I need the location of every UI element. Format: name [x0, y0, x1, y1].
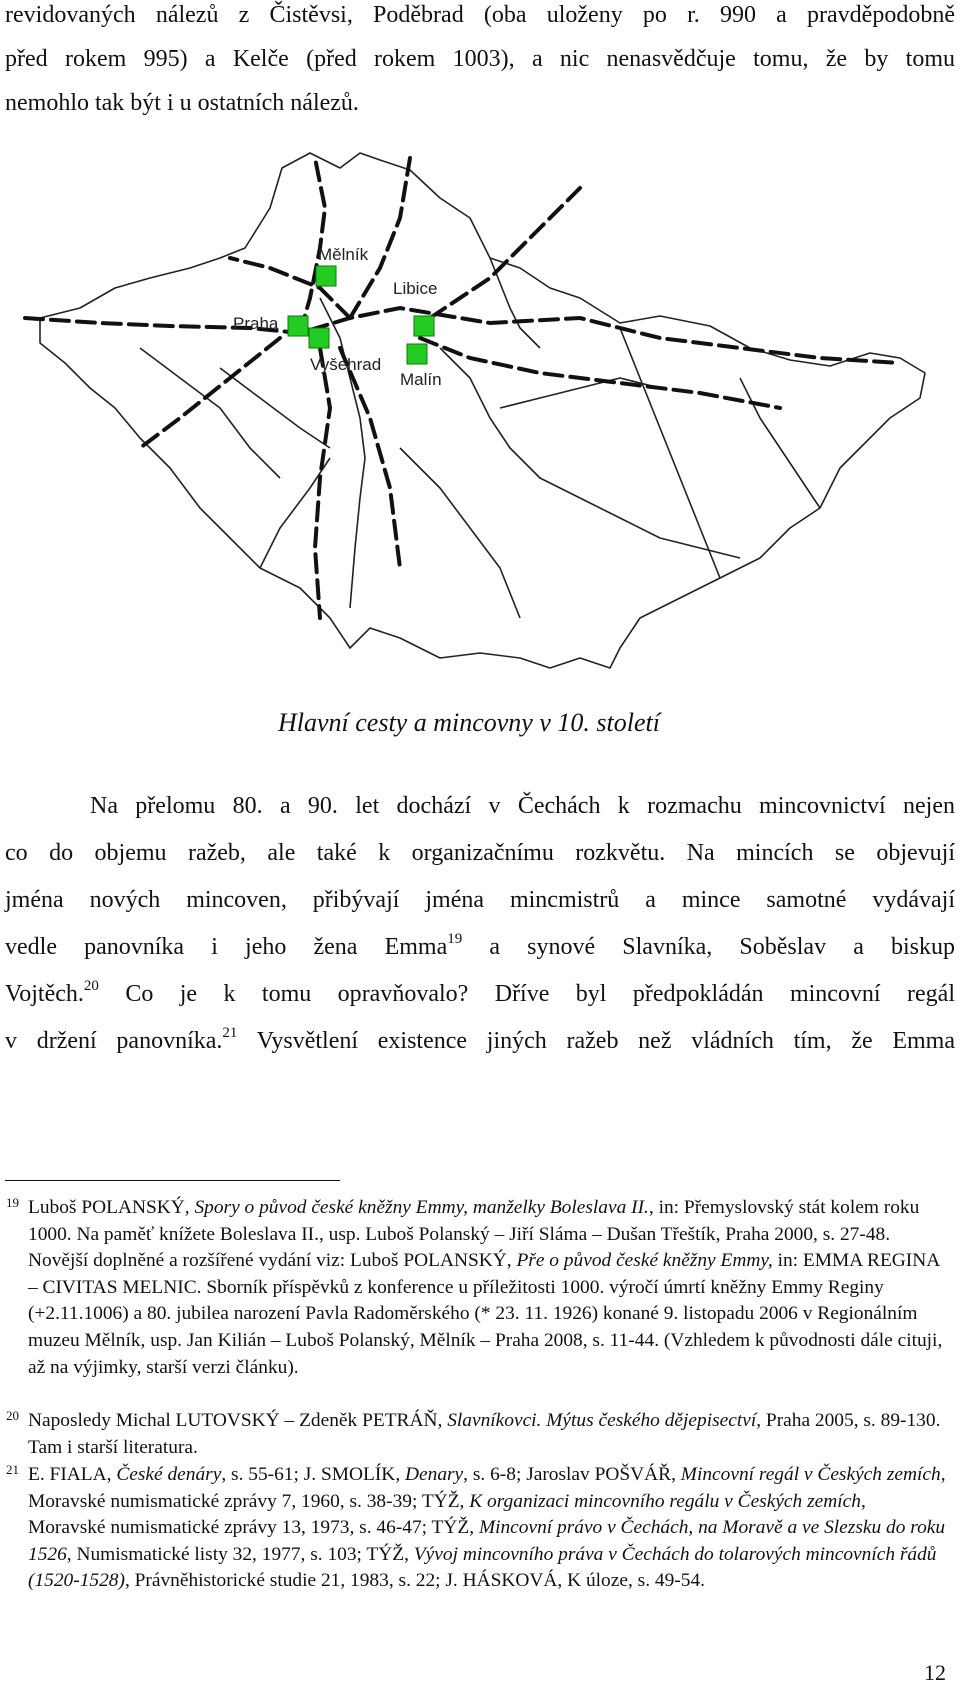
mint-icon: [414, 316, 434, 336]
footnote-19: 19 Luboš POLANSKÝ, Spory o původ české kněžny Emmy, manželky Boleslava II., in: Přemyslovský stát kolem roku 1000. Na paměť knížete Boleslava II., usp. Luboš Polanský – Jiří Sláma – Dušan Třeštík, Praha 2000, s. 27-48. Novější doplněné a rozšířené vydání viz: Luboš POLANSKÝ, Pře o původ české kněžny Emmy, in: EMMA REGINA – CIVITAS MELNIC. Sborník příspěvků z konference u příležitosti 1000. výročí úmrtí kněžny Emmy Reginy (+2.11.1006) a 80. jubilea narození Pavla Radoměrského (* 23. 11. 1926) konané 9. listopadu 2006 v Regionálním muzeu Mělník, usp. Jan Kilián – Luboš Polanský, Mělník – Praha 2008, s. 11-44. (Vzhledem k původnosti dále cituji, až na výjimky, starší verzi článku).: [6, 1195, 943, 1378]
mint-icon: [288, 316, 308, 336]
footnote-ref: 20: [83, 978, 99, 994]
river: [400, 448, 520, 618]
text-line: před rokem 995) a Kelče (před rokem 1003), a nic nenasvědčuje tomu, že by tomu: [5, 46, 955, 72]
mint-icon: [316, 266, 336, 286]
river: [740, 378, 820, 508]
text-line: vedle panovníka i jeho žena Emma$^{19}$ a synové Slavníka, Soběslav a biskup: [5, 931, 956, 960]
road: [315, 348, 330, 618]
road: [140, 338, 280, 448]
text-line: Vojtěch.$^{20}$ Co je k tomu opravňovalo? Dříve byl předpokládán mincovní regál: [5, 978, 955, 1007]
river: [440, 348, 580, 498]
text-line: Na přelomu 80. a 90. let dochází v Čechách k rozmachu mincovnictví nejen: [90, 793, 955, 819]
town-label-libice: Libice: [393, 279, 438, 298]
town-label-praha: Praha: [233, 314, 279, 333]
border-outline: [40, 153, 925, 668]
mint-icon: [407, 344, 427, 364]
footnote-20: 20 Naposledy Michal LUTOVSKÝ – Zdeněk PETRÁŇ, Slavníkovci. Mýtus českého dějepisectví, Praha 2005, s. 89-130. Tam i starší literatura.: [6, 1408, 941, 1458]
town-label-vysehrad: Vyšehrad: [310, 355, 382, 374]
figure-caption: Hlavní cesty a mincovny v 10. století: [278, 708, 660, 737]
map-figure: [20, 148, 960, 708]
mint-icon: [309, 328, 329, 348]
text-line: nemohlo tak být i u ostatních nálezů.: [5, 90, 359, 116]
footnote-ref: 21: [222, 1025, 238, 1041]
road: [340, 348, 400, 568]
text-line: v držení panovníka.$^{21}$ Vysvětlení existence jiných ražeb než vládních tím, že Emma: [5, 1025, 956, 1054]
river: [500, 378, 660, 408]
river: [220, 368, 330, 448]
town-label-malin: Malín: [400, 370, 442, 389]
town-label-melnik: Mělník: [318, 245, 369, 264]
footnote-ref: 19: [447, 931, 463, 947]
page-number: 12: [924, 1660, 946, 1685]
footnote-divider: [5, 1180, 340, 1181]
footnote-21: 21 E. FIALA, České denáry, s. 55-61; J. SMOLÍK, Denary, s. 6-8; Jaroslav POŠVÁŘ, Mincovní regál v Českých zemích, Moravské numismatické zprávy 7, 1960, s. 38-39; TÝŽ, K organizaci mincovního regálu v Českých zemích, Moravské numismatické zprávy 13, 1973, s. 46-47; TÝŽ, Mincovní právo v Čechách, na Moravě a ve Slezsku do roku 1526, Numismatické listy 32, 1977, s. 103; TÝŽ, Vývoj mincovního práva v Čechách do tolarových mincovních řádů (1520-1528), Právněhistorické studie 21, 1983, s. 22; J. HÁSKOVÁ, K úloze, s. 49-54.: [6, 1462, 946, 1592]
river: [580, 498, 740, 558]
road: [430, 188, 580, 318]
road: [420, 338, 780, 408]
text-line: jména nových mincoven, přibývají jména mincmistrů a mince samotné vydávají: [5, 887, 955, 913]
text-line: co do objemu ražeb, ale také k organizačnímu rozkvětu. Na mincích se objevují: [5, 840, 955, 866]
text-line: revidovaných nálezů z Čistěvsi, Poděbrad (oba uloženy po r. 990 a pravděpodobně: [5, 2, 955, 28]
